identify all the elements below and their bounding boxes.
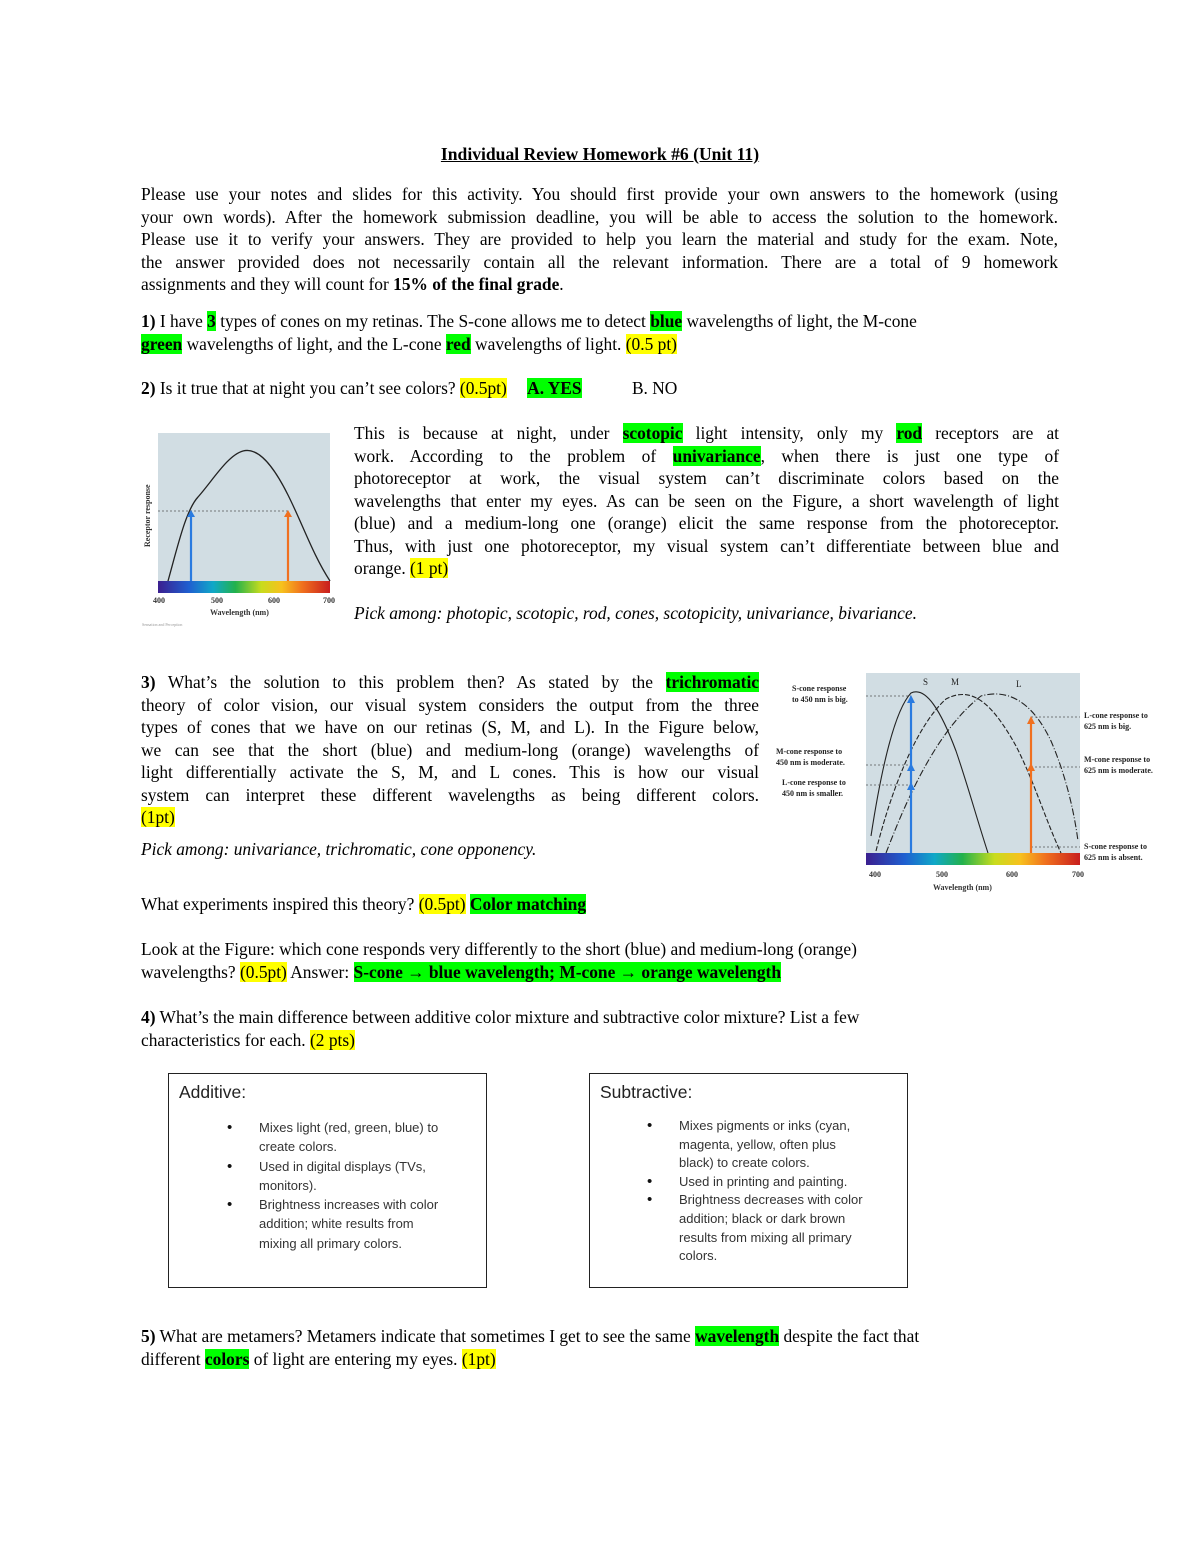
q5-number: 5): [141, 1326, 156, 1346]
question-2: 2) Is it true that at night you can’t see colors? (0.5pt) A. YES B. NO: [141, 378, 678, 398]
q3-number: 3): [141, 672, 156, 692]
fig2-annotation: L-cone response to: [782, 778, 846, 787]
fig2-annotation: to 450 nm is big.: [792, 695, 848, 704]
q4-number: 4): [141, 1007, 156, 1027]
q2-number: 2): [141, 378, 156, 398]
list-item: • Brightness increases with color addition; white results from mixing all primary colors.: [259, 1195, 479, 1253]
intro-paragraph: [141, 183, 1058, 296]
additive-list: [259, 1118, 479, 1253]
list-item: • Brightness decreases with color addition; black or dark brown results from mixing all primary colors.: [679, 1191, 899, 1265]
q3-points: (1pt): [141, 807, 175, 827]
question-1: 1) I have 3 types of cones on my retinas. The S-cone allows me to detect blue wavelengths of light, the M-cone green wavelengths of light, and the L-cone red wavelengths of light. (0.5 pt): [141, 311, 917, 354]
fig2-annotation: 450 nm is moderate.: [776, 758, 845, 767]
subtractive-title: Subtractive:: [600, 1082, 693, 1102]
fig2-tick: 700: [1072, 870, 1084, 879]
list-item: • Used in printing and painting.: [679, 1173, 899, 1192]
q1-answer-count: 3: [207, 311, 216, 331]
grade-weight: 15% of the final grade: [393, 274, 560, 294]
fig2-annotation: 625 nm is big.: [1084, 722, 1132, 731]
page-title: Individual Review Homework #6 (Unit 11): [440, 144, 760, 164]
fig2-annotation: M-cone response to: [776, 747, 843, 756]
fig2-annotation: S-cone response: [792, 684, 847, 693]
q4-points: (2 pts): [309, 1029, 355, 1050]
fig2-annotation: 450 nm is smaller.: [782, 789, 844, 798]
q2-answer-univariance: univariance: [672, 445, 761, 466]
fig2-xlabel: Wavelength (nm): [933, 883, 992, 892]
q1-answer-red: red: [445, 333, 471, 354]
fig2-label-m: M: [951, 677, 960, 687]
q3-experiments-points: (0.5pt): [418, 894, 466, 914]
univariance-figure: [138, 425, 338, 635]
question-4: 4) What’s the main difference between additive color mixture and subtractive color mixture? List a few characteristics for each. (2 pts): [141, 1007, 860, 1050]
list-item: • Used in digital displays (TVs, monitors).: [259, 1157, 479, 1196]
q3-pick-among: Pick among: univariance, trichromatic, cone opponency.: [141, 838, 537, 859]
fig2-annotation: M-cone response to: [1084, 755, 1151, 764]
fig2-tick: 400: [869, 870, 881, 879]
fig1-tick: 700: [323, 596, 335, 605]
fig1-tick: 500: [211, 596, 223, 605]
q3-experiments: What experiments inspired this theory? (0.5pt) Color matching: [141, 894, 587, 914]
fig2-annotation: S-cone response to: [1084, 842, 1147, 851]
q5-answer-colors: colors: [204, 1348, 250, 1369]
q1-number: 1): [141, 311, 156, 331]
fig1-credit: Sensation and Perception: [142, 622, 183, 627]
q2-answer-scotopic: scotopic: [622, 423, 683, 443]
fig2-tick: 600: [1006, 870, 1018, 879]
q1-answer-blue: blue: [650, 311, 683, 331]
fig2-label-s: S: [923, 677, 929, 687]
intro-line: Please use it to verify your answers. They are provided to help you learn the material and study for the exam. Note,: [141, 229, 1058, 249]
list-item: • Mixes light (red, green, blue) to create colors.: [259, 1118, 479, 1157]
q2-explanation: This is because at night, under scotopic light intensity, only my rod receptors are at work. According to the problem of univariance, when there is just one type of photoreceptor at work, the visual system can’t discriminate colors based on the wavelengths that enter my eyes. As can be seen on the Figure, a short wavelength of light (blue) and a medium-long one (orange) elicit the same response from the photoreceptor. Thus, with just one photoreceptor, my visual system can’t differentiate between blue and orange. (1 pt) Pick among: photopic, scotopic, rod, cones, scotopicity, univariance, bivariance.: [354, 423, 1059, 623]
q2-points: (0.5pt): [459, 378, 507, 398]
q3-answer-color-matching: Color matching: [469, 894, 587, 914]
fig2-annotation: L-cone response to: [1084, 711, 1148, 720]
trichromatic-figure: [776, 671, 1176, 901]
q3-look-points: (0.5pt): [240, 961, 287, 982]
q2-option-b: B. NO: [631, 378, 678, 398]
intro-line: your own words). After the homework submission deadline, you will be able to access the solution to the homework.: [141, 206, 1058, 227]
q2-answer-rod: rod: [896, 423, 923, 443]
q2-explanation-points: (1 pt): [410, 558, 449, 578]
q5-answer-wavelength: wavelength: [695, 1326, 780, 1346]
fig1-tick: 600: [268, 596, 280, 605]
q3-look-figure: Look at the Figure: which cone responds very differently to the short (blue) and medium-long (orange) wavelengths? (0.5pt) Answer: S-cone → blue wavelength; M-cone → orange wavelength: [141, 939, 857, 982]
fig2-label-l: L: [1016, 679, 1022, 689]
additive-title: Additive:: [179, 1082, 247, 1102]
intro-line: the answer provided does not necessarily contain all the relevant information. There are a total of 9 homework: [141, 251, 1058, 272]
q3-answer-trichromatic: trichromatic: [665, 672, 759, 692]
subtractive-list: [679, 1117, 899, 1266]
subtractive-box: [589, 1073, 908, 1288]
q1-points: (0.5 pt): [625, 333, 677, 354]
intro-line: assignments and they will count for 15% of the final grade.: [141, 274, 564, 294]
intro-line: Please use your notes and slides for this activity. You should first provide your own answers to the homework (using: [141, 184, 1058, 204]
question-5: 5) What are metamers? Metamers indicate that sometimes I get to see the same wavelength despite the fact that different colors of light are entering my eyes. (1pt): [141, 1326, 920, 1369]
fig2-annotation: 625 nm is moderate.: [1084, 766, 1153, 775]
q3-answer-cones: S-cone → blue wavelength; M-cone → orange wavelength: [353, 961, 782, 982]
fig1-ylabel: Receptor response: [143, 484, 152, 547]
additive-box: [168, 1073, 487, 1288]
q2-option-a: A. YES: [527, 378, 582, 398]
q2-pick-among: Pick among: photopic, scotopic, rod, cones, scotopicity, univariance, bivariance.: [354, 602, 917, 623]
list-item: • Mixes pigments or inks (cyan, magenta, yellow, often plus black) to create colors.: [679, 1117, 899, 1173]
question-3: 3) What’s the solution to this problem then? As stated by the trichromatic theory of color vision, our visual system considers the output from the three types of cones that we have on our retinas (S, M, and L). In the Figure below, we can see that the short (blue) and medium-long (orange) wavelengths of light differentially activate the S, M, and L cones. This is how our visual system can interpret these different wavelengths as being different colors. (1pt) Pick among: univariance, trichromatic, cone opponency.: [141, 672, 759, 859]
fig1-tick: 400: [153, 596, 165, 605]
fig2-annotation: 625 nm is absent.: [1084, 853, 1143, 862]
fig1-xlabel: Wavelength (nm): [210, 608, 269, 617]
fig2-tick: 500: [936, 870, 948, 879]
q1-answer-green: green: [141, 333, 183, 354]
q5-points: (1pt): [461, 1348, 496, 1369]
